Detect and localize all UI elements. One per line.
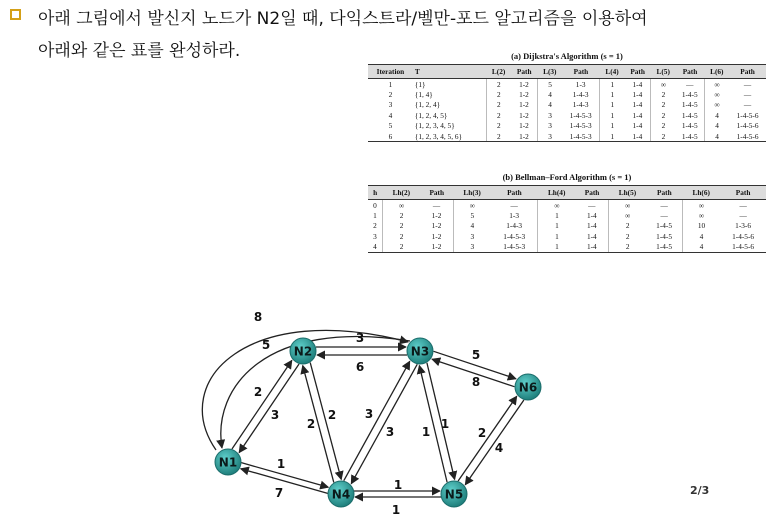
table-cell: 1-4-5 [676, 131, 705, 142]
table-cell: 2 [497, 79, 501, 89]
dijkstra-caption: (a) Dijkstra's Algorithm (s = 1) [511, 51, 623, 61]
table-header-cell: Path [646, 186, 682, 200]
table-header-cell: Iteration [368, 65, 413, 79]
table-cell: 1-4 [624, 100, 650, 110]
table-cell: 1-4-5 [646, 231, 682, 241]
edge-n2-n1 [239, 364, 299, 453]
table-cell: 1-4-5-6 [729, 131, 766, 142]
table-cell: 1-4 [576, 231, 609, 241]
edge-weight-label: 5 [471, 348, 481, 362]
table-cell: 2 [486, 131, 511, 142]
table-header-cell: L(2) [486, 65, 511, 79]
edge-weight-label: 3 [270, 408, 280, 422]
table-cell: 1 [555, 231, 559, 241]
table-cell: 2 [382, 242, 420, 253]
table-cell: 1-4-3 [562, 100, 600, 110]
table-cell: 1-4-5 [676, 100, 705, 110]
edge-weight-label: 4 [494, 441, 504, 455]
table-cell: ∞ [554, 200, 560, 210]
table-cell: 0 [368, 200, 382, 211]
table-cell: 4 [699, 231, 704, 241]
bellman-caption: (b) Bellman–Ford Algorithm (s = 1) [502, 172, 632, 182]
table-cell: 1-2 [420, 210, 453, 220]
edge-weight-label: 1 [391, 503, 401, 517]
table-header-cell: Lh(4) [538, 186, 576, 200]
table-cell: 1-4 [624, 110, 650, 120]
table-cell: ∞ [625, 200, 631, 210]
table-header-cell: h [368, 186, 382, 200]
edge-weight-label: 2 [306, 417, 316, 431]
table-cell: — [743, 79, 752, 89]
table-header-cell: Path [729, 65, 766, 79]
table-cell: 2 [625, 231, 630, 241]
edge-weight-label: 3 [355, 331, 365, 345]
table-cell: 4 [715, 121, 719, 131]
edge-weight-label: 5 [261, 338, 271, 352]
table-cell: ∞ [399, 200, 405, 210]
table-header-cell: Path [576, 186, 609, 200]
table-cell: — [576, 200, 609, 211]
table-cell: 1 [610, 110, 615, 120]
edge-n4-n3 [344, 361, 410, 480]
edge-weight-label: 2 [477, 426, 487, 440]
table-cell: 2 [399, 211, 404, 221]
question-line-2: 아래와 같은 표를 완성하라. [38, 41, 241, 61]
table-cell: 1-4-5 [646, 221, 682, 231]
edge-weight-label: 8 [471, 375, 481, 389]
table-cell: 1-2 [420, 221, 453, 231]
table-header-cell: Path [720, 186, 766, 200]
table-cell: — [676, 79, 705, 90]
table-cell: 1 [610, 121, 615, 131]
table-cell: 1-2 [511, 121, 537, 131]
table-cell: 1-4-5 [676, 89, 705, 99]
table-cell: 6 [368, 131, 413, 142]
table-header-cell: Lh(6) [682, 186, 720, 200]
table-cell: 1 [600, 131, 625, 142]
table-cell: 1 [610, 79, 615, 89]
table-cell: 2 [399, 231, 404, 241]
table-cell: 2 [661, 121, 666, 131]
table-cell: 4 [715, 110, 719, 120]
table-cell: {1, 2, 3, 4, 5, 6} [413, 131, 486, 142]
table-cell: 1-4-5 [676, 121, 705, 131]
edge-n1-n2 [232, 360, 292, 449]
table-cell: 1-4-5-3 [562, 131, 600, 142]
table-cell: 1-4-5-6 [736, 121, 759, 131]
table-cell: 1-3 [562, 79, 600, 90]
table-cell: 2 [661, 90, 666, 100]
table-cell: ∞ [698, 200, 705, 210]
edge-weight-label: 1 [440, 417, 450, 431]
table-cell: {1, 2, 4, 5} [413, 110, 486, 120]
table-cell: ∞ [625, 211, 631, 221]
table-cell: 1-4 [576, 210, 609, 220]
table-cell: 4 [368, 242, 382, 253]
node-label: N3 [410, 344, 430, 359]
node-label: N4 [331, 487, 351, 502]
table-cell: 1-4-5-3 [491, 231, 538, 241]
table-cell: — [739, 211, 747, 221]
table-header-cell: Lh(5) [609, 186, 647, 200]
table-cell: 2 [399, 221, 404, 231]
edge-n3-n4 [351, 364, 417, 483]
table-cell: 1-2 [511, 131, 537, 142]
edge-n4-n1 [241, 469, 328, 494]
table-cell: ∞ [660, 79, 667, 89]
table-cell: 3 [548, 110, 552, 120]
table-header-cell: L(4) [600, 65, 625, 79]
table-cell: — [739, 200, 747, 210]
table-cell: 1-4 [624, 121, 650, 131]
table-cell: 2 [497, 100, 501, 110]
table-cell: — [646, 200, 682, 211]
table-cell: 3 [470, 231, 475, 241]
table-cell: 10 [697, 221, 706, 231]
table-cell: 1-3 [491, 210, 538, 220]
table-cell: 2 [497, 110, 501, 120]
table-cell: 1-4-3 [562, 89, 600, 99]
table-cell: 1-4-5-3 [491, 242, 538, 253]
table-cell: ∞ [469, 200, 475, 210]
table-header-cell: Path [624, 65, 650, 79]
table-cell: 2 [497, 121, 501, 131]
table-cell: {1, 4} [413, 89, 486, 99]
table-cell: 1-4-5 [676, 110, 705, 120]
table-cell: 1 [555, 221, 559, 231]
table-header-cell: Path [420, 186, 453, 200]
edge-weight-label: 3 [364, 407, 374, 421]
table-cell: 5 [470, 211, 475, 221]
edge-weight-label: 2 [253, 385, 263, 399]
table-cell: — [646, 210, 682, 220]
table-cell: 3 [537, 131, 562, 142]
table-header-cell: L(5) [651, 65, 676, 79]
table-cell: 5 [388, 121, 393, 131]
table-cell: — [491, 200, 538, 211]
table-cell: 1-4-5-6 [720, 242, 766, 253]
table-cell: — [420, 200, 453, 211]
node-label: N2 [293, 344, 313, 359]
table-header-cell: Lh(2) [382, 186, 420, 200]
table-cell: 4 [548, 100, 552, 110]
table-cell: {1} [413, 79, 486, 90]
table-cell: 1-4 [624, 89, 650, 99]
table-cell: 2 [651, 131, 676, 142]
node-label: N5 [444, 487, 464, 502]
table-cell: 1-2 [511, 110, 537, 120]
table-header-cell: L(6) [704, 65, 729, 79]
table-cell: 3 [388, 100, 393, 110]
edge-weight-label: 7 [274, 486, 284, 500]
table-header-cell: Path [562, 65, 600, 79]
table-cell: 1 [388, 79, 393, 89]
table-cell: 1-4-5 [646, 242, 682, 253]
table-cell: ∞ [714, 79, 720, 89]
node-label: N1 [218, 455, 238, 470]
table-cell: 3 [453, 242, 491, 253]
table-cell: 3 [548, 121, 552, 131]
table-cell: 1 [555, 211, 559, 221]
table-cell: 2 [368, 221, 382, 231]
table-header-cell: T [413, 65, 486, 79]
edge-weight-label: 1 [421, 425, 431, 439]
table-cell: 1 [610, 100, 615, 110]
edge-weight-label: 2 [327, 408, 337, 422]
table-cell: — [743, 100, 752, 110]
table-cell: 1-2 [511, 100, 537, 110]
table-cell: 4 [388, 110, 393, 120]
table-cell: 1-4 [576, 242, 609, 253]
table-cell: 1-2 [511, 89, 537, 99]
question-line-1: 아래 그림에서 발신지 노드가 N2일 때, 다익스트라/벨만-포드 알고리즘을 이용하여 [38, 9, 648, 29]
table-cell: 1-2 [420, 231, 453, 241]
table-cell: 1-4-3 [491, 221, 538, 231]
table-cell: {1, 2, 3, 4, 5} [413, 121, 486, 131]
table-cell: 1-3-6 [735, 221, 751, 231]
edge-weight-label: 8 [253, 310, 263, 324]
table-header-cell: Path [491, 186, 538, 200]
table-cell: ∞ [714, 90, 720, 100]
edge-n5-n6 [458, 396, 517, 481]
node-label: N6 [518, 380, 538, 395]
table-cell: 2 [388, 90, 393, 100]
table-header-cell: Lh(3) [453, 186, 491, 200]
table-header-cell: Path [676, 65, 705, 79]
table-cell: 2 [661, 100, 666, 110]
table-cell: — [743, 90, 752, 100]
table-cell: 3 [368, 231, 382, 241]
table-cell: 1-4 [624, 131, 650, 142]
edge-weight-label: 3 [385, 425, 395, 439]
table-cell: ∞ [698, 211, 705, 221]
table-header-cell: L(3) [537, 65, 562, 79]
table-cell: 1-4 [576, 221, 609, 231]
table-cell: ∞ [714, 100, 720, 110]
table-cell: 1 [610, 90, 615, 100]
page-number: 2/3 [690, 484, 710, 497]
table-cell: 1-4-5-6 [732, 231, 755, 241]
table-cell: 4 [548, 90, 552, 100]
table-cell: 1-4 [624, 79, 650, 90]
table-cell: 1-4-5-3 [562, 121, 600, 131]
table-cell: 1-2 [511, 79, 537, 90]
table-cell: 5 [548, 79, 552, 89]
table-cell: 4 [704, 131, 729, 142]
table-cell: 1-4-5-3 [562, 110, 600, 120]
table-header-cell: Path [511, 65, 537, 79]
table-cell: 1-2 [420, 242, 453, 253]
table-cell: 2 [497, 90, 501, 100]
table-cell: 1 [368, 210, 382, 220]
edge-weight-label: 6 [355, 360, 365, 374]
table-cell: 2 [625, 221, 630, 231]
table-cell: 1 [538, 242, 576, 253]
table-cell: 1-4-5-6 [736, 110, 759, 120]
table-cell: 2 [661, 110, 666, 120]
table-cell: 2 [609, 242, 647, 253]
edge-weight-label: 1 [393, 478, 403, 492]
table-cell: {1, 2, 4} [413, 100, 486, 110]
edge-weight-label: 1 [276, 457, 286, 471]
table-cell: 4 [682, 242, 720, 253]
table-cell: 4 [470, 221, 475, 231]
